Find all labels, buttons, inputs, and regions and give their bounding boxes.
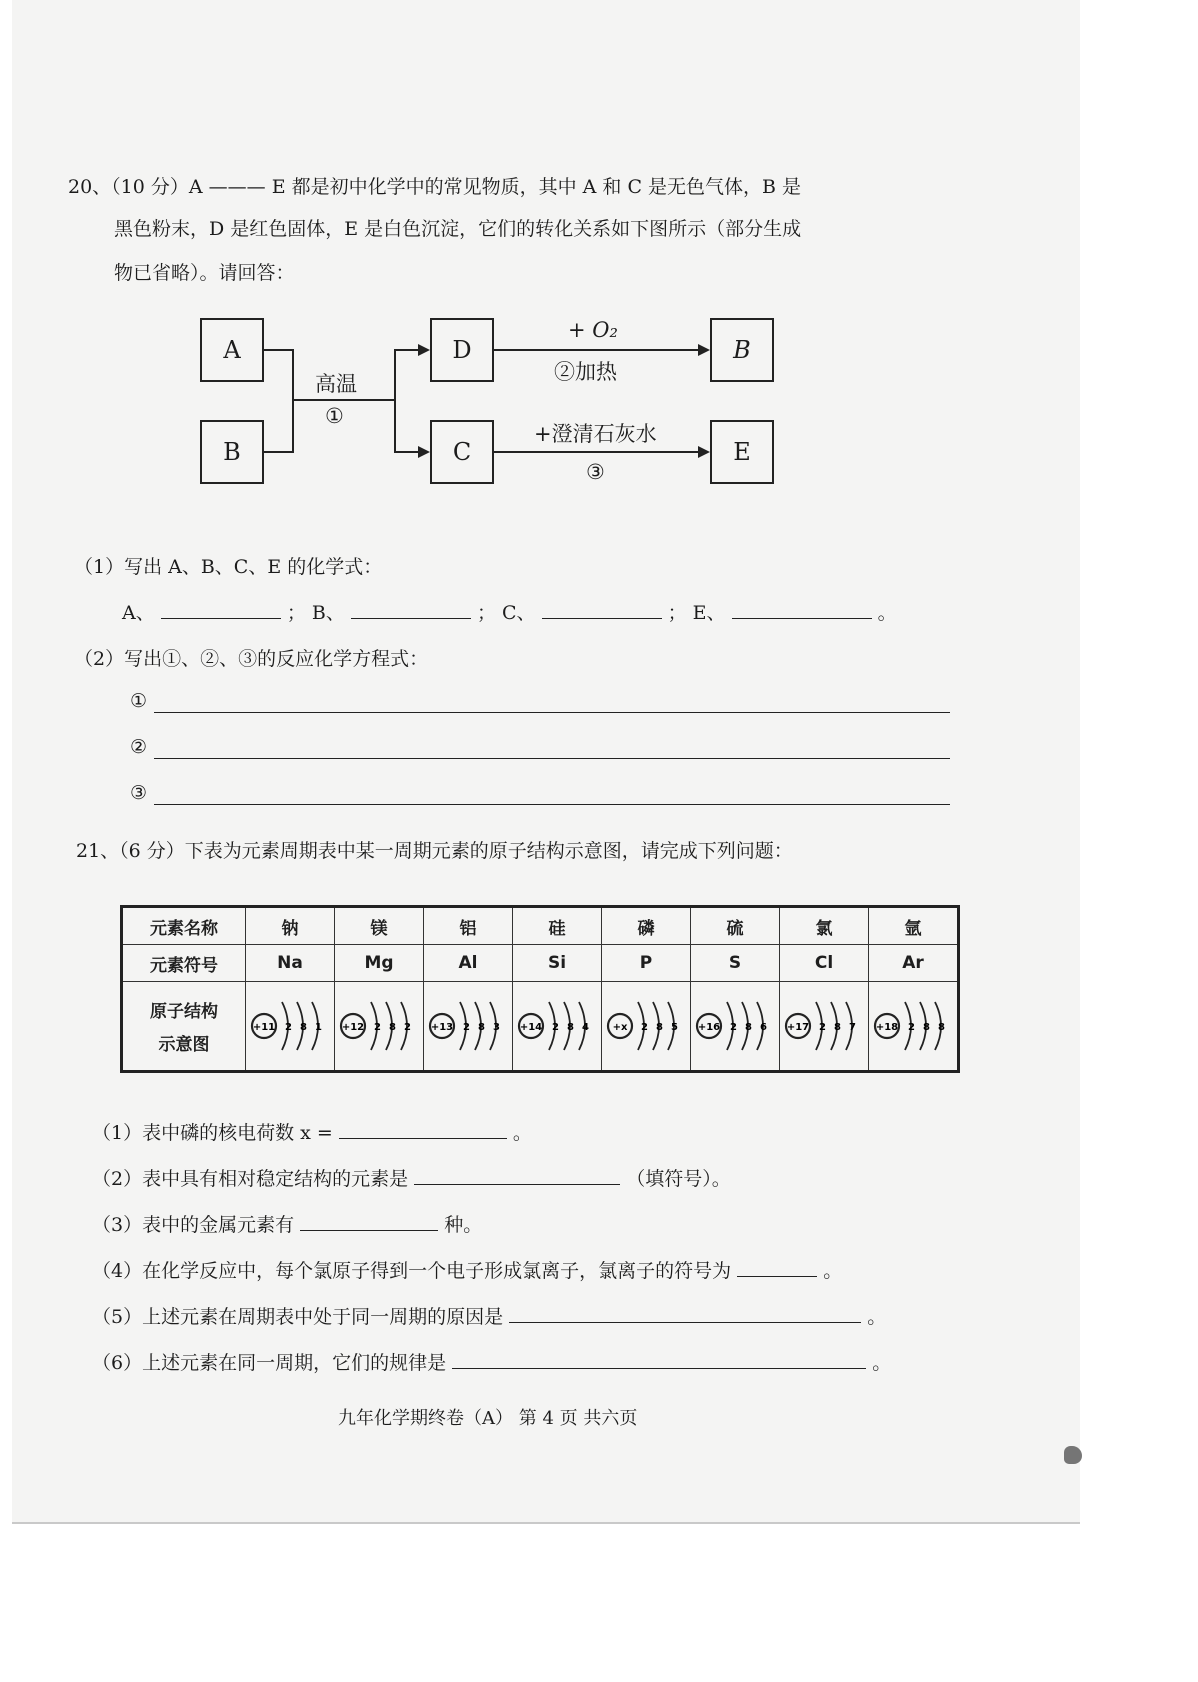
q20-part1-answers [122,598,897,625]
answer-blank-b[interactable] [351,600,471,619]
q21-part2 [92,1164,731,1191]
atom-diagram-mg [335,982,424,1072]
answer-blank-q21-1[interactable] [339,1120,507,1139]
element-name-cl: 氯 [780,907,869,945]
equation-line-3[interactable] [154,804,950,805]
atom-diagram-p [602,982,691,1072]
element-symbol-s: S [691,945,780,982]
answer-blank-q21-3[interactable] [300,1212,438,1231]
atom-svg [604,988,688,1064]
nuclear-charge-label: +x [612,1022,628,1033]
equation-line-1[interactable] [154,712,950,713]
condition-2-top: + O₂ [568,318,618,342]
q21-part5-end: 。 [867,1306,887,1328]
q21-part2-text: （2）表中具有相对稳定结构的元素是 [92,1168,409,1190]
atom-svg [782,988,866,1064]
element-name-al: 铝 [424,907,513,945]
atom-diagram-s [691,982,780,1072]
label-b: ； B、 [286,602,345,624]
atom-svg [871,988,955,1064]
q21-intro: 21、（6 分）下表为元素周期表中某一周期元素的原子结构示意图，请完成下列问题： [76,840,793,862]
q20-line2: 黑色粉末，D 是红色固体，E 是白色沉淀，它们的转化关系如下图所示（部分生成 [114,218,802,240]
answer-blank-a[interactable] [161,600,281,619]
electron-count-label: 5 [671,1022,678,1033]
condition-2-bottom: ②加热 [554,360,617,384]
q21-part3 [92,1210,482,1237]
box-c: C [430,420,494,484]
q21-part4 [92,1256,842,1283]
row-header-structure-line1: 原子结构 [150,1002,218,1022]
electron-count-label: 8 [389,1022,396,1033]
q21-part6-text: （6）上述元素在同一周期，它们的规律是 [92,1352,447,1374]
q21-part3-text: （3）表中的金属元素有 [92,1214,295,1236]
atom-svg [426,988,510,1064]
nuclear-charge-label: +13 [430,1022,454,1033]
label-c: ； C、 [476,602,536,624]
label-a: A、 [122,602,155,624]
q21-part1-end: 。 [512,1122,532,1144]
atom-diagram-al [424,982,513,1072]
arrowhead-d [418,344,430,356]
line-a-right [264,349,294,351]
element-name-p: 磷 [602,907,691,945]
arrowhead-e [698,446,710,458]
scan-smudge [1064,1446,1082,1464]
q21-part1-text: （1）表中磷的核电荷数 x = [92,1122,333,1144]
answer-blank-q21-5[interactable] [509,1304,861,1323]
nuclear-charge-label: +18 [875,1022,899,1033]
q21-part2-end: （填符号）。 [626,1168,731,1190]
box-e: E [710,420,774,484]
condition-3-number: ③ [586,460,605,484]
element-name-ar: 氩 [869,907,959,945]
electron-count-label: 2 [374,1022,381,1033]
line-b-right [264,451,294,453]
q21-part5 [92,1302,886,1329]
electron-count-label: 3 [493,1022,500,1033]
q21-part3-end: 种。 [444,1214,483,1236]
element-name-na: 钠 [246,907,335,945]
electron-count-label: 2 [908,1022,915,1033]
electron-count-label: 8 [745,1022,752,1033]
equation-mark-1: ① [130,690,148,712]
electron-count-label: 2 [404,1022,411,1033]
exam-page [12,0,1080,1524]
line-to-c [394,451,418,453]
condition-3-top: +澄清石灰水 [534,422,657,446]
q21-part6-end: 。 [872,1352,892,1374]
q21-part5-text: （5）上述元素在周期表中处于同一周期的原因是 [92,1306,504,1328]
line-c-to-e [494,451,698,453]
line-to-d [394,349,418,351]
element-symbol-cl: Cl [780,945,869,982]
line-ab-vertical [292,349,294,453]
electron-count-label: 2 [285,1022,292,1033]
box-d: D [430,318,494,382]
element-symbol-ar: Ar [869,945,959,982]
equation-line-2[interactable] [154,758,950,759]
electron-count-label: 1 [315,1022,322,1033]
electron-count-label: 8 [567,1022,574,1033]
q21-part1 [92,1118,532,1145]
element-symbol-mg: Mg [335,945,424,982]
answer-blank-e[interactable] [732,600,872,619]
nuclear-charge-label: +11 [252,1022,276,1033]
electron-count-label: 8 [656,1022,663,1033]
element-symbol-na: Na [246,945,335,982]
q20-part2-prompt: （2）写出①、②、③的反应化学方程式： [74,648,429,670]
line-split-vertical [394,349,396,453]
answer-blank-q21-6[interactable] [452,1350,866,1369]
row-header-name: 元素名称 [122,907,246,945]
row-header-symbol: 元素符号 [122,945,246,982]
electron-count-label: 2 [730,1022,737,1033]
label-e: ； E、 [667,602,726,624]
arrowhead-b [698,344,710,356]
atom-diagram-na [246,982,335,1072]
atom-svg [248,988,332,1064]
nuclear-charge-label: +16 [697,1022,721,1033]
electron-count-label: 2 [819,1022,826,1033]
row-header-structure-line2: 示意图 [158,1035,210,1055]
atom-diagram-ar [869,982,959,1072]
electron-count-label: 8 [938,1022,945,1033]
element-name-si: 硅 [513,907,602,945]
nuclear-charge-label: +14 [519,1022,543,1033]
electron-count-label: 8 [923,1022,930,1033]
box-a: A [200,318,264,382]
electron-count-label: 2 [641,1022,648,1033]
element-symbol-si: Si [513,945,602,982]
nuclear-charge-label: +17 [786,1022,810,1033]
condition-1-label: 高温 [315,372,357,396]
page-footer: 九年化学期终卷（A） 第 4 页 共六页 [338,1408,638,1429]
element-name-s: 硫 [691,907,780,945]
electron-count-label: 4 [582,1022,589,1033]
q21-part4-text: （4）在化学反应中，每个氯原子得到一个电子形成氯离子，氯离子的符号为 [92,1260,732,1282]
line-d-to-b [494,349,698,351]
q20-part1-prompt: （1）写出 A、B、C、E 的化学式： [74,556,383,578]
atom-diagram-cl [780,982,869,1072]
electron-count-label: 8 [300,1022,307,1033]
condition-1-number: ① [325,404,344,428]
atom-diagram-si [513,982,602,1072]
electron-count-label: 2 [463,1022,470,1033]
label-end: 。 [877,602,897,624]
equation-mark-2: ② [130,736,148,758]
box-b: B [200,420,264,484]
answer-blank-q21-2[interactable] [414,1166,620,1185]
electron-count-label: 8 [834,1022,841,1033]
periodic-period-table [120,905,960,1073]
equation-mark-3: ③ [130,782,148,804]
answer-blank-c[interactable] [542,600,662,619]
atom-svg [337,988,421,1064]
electron-count-label: 6 [760,1022,767,1033]
box-b-product: B [710,318,774,382]
line-main [292,399,396,401]
arrowhead-c [418,446,430,458]
row-header-structure [122,982,246,1072]
element-name-mg: 镁 [335,907,424,945]
electron-count-label: 2 [552,1022,559,1033]
q21-part4-end: 。 [823,1260,843,1282]
electron-count-label: 8 [478,1022,485,1033]
nuclear-charge-label: +12 [341,1022,365,1033]
atom-svg [693,988,777,1064]
element-symbol-p: P [602,945,691,982]
answer-blank-q21-4[interactable] [737,1258,817,1277]
element-symbol-al: Al [424,945,513,982]
q20-line1: 20、（10 分）A ——— E 都是初中化学中的常见物质，其中 A 和 C 是无色气体，B 是 [68,176,802,198]
q21-part6 [92,1348,891,1375]
q20-line3: 物已省略）。请回答： [114,262,295,284]
atom-svg [515,988,599,1064]
electron-count-label: 7 [849,1022,856,1033]
